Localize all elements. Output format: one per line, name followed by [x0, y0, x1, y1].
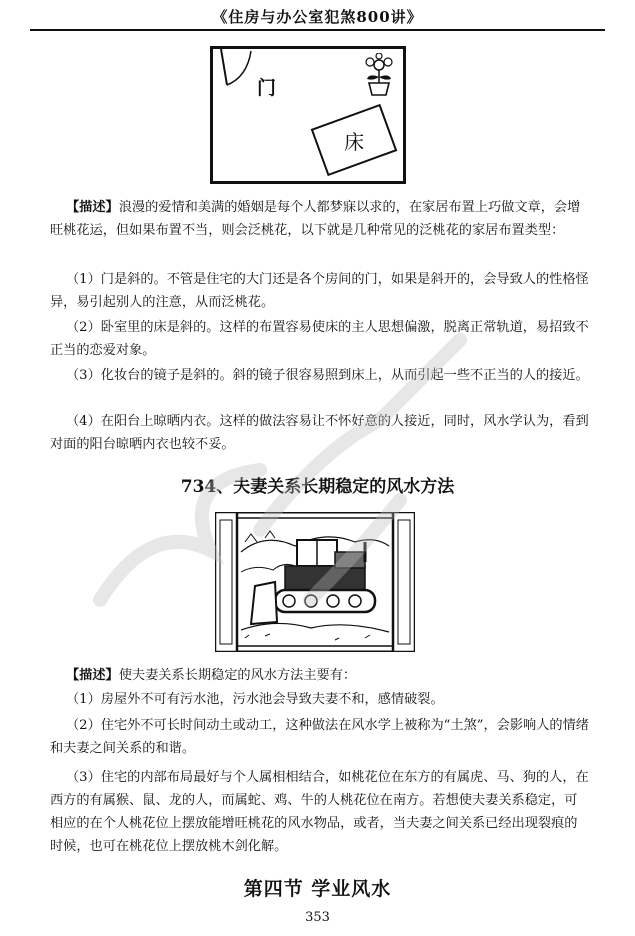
- section1-item-1: （1）门是斜的。不管是住宅的大门还是各个房间的门，如果是斜开的，会导致人的性格怪异，易引起别人的注意，从而泛桃花。: [50, 272, 589, 310]
- door-arc-icon: [213, 49, 263, 99]
- section1-item-2: （2）卧室里的床是斜的。这样的布置容易使床的主人思想偏激，脱离正常轨道，易招致不正当的恋爱对象。: [50, 320, 589, 358]
- book-title-header: 《住房与办公室犯煞800讲》: [212, 8, 423, 26]
- section1-description: [50, 196, 590, 242]
- chapter-title: 第四节 学业风水: [243, 878, 392, 900]
- door-label: 门: [257, 77, 277, 99]
- section1-desc-tag: 【描述】: [66, 200, 119, 215]
- floor-plan-figure: [210, 46, 406, 184]
- section2-description: [50, 664, 590, 687]
- window-bulldozer-figure: [215, 512, 415, 652]
- page-number: 353: [305, 910, 330, 925]
- section2-item-3: （3）住宅的内部布局最好与个人属相相结合，如桃花位在东方的有属虎、马、狗的人，在西方的有属猴、鼠、龙的人，而属蛇、鸡、牛的人桃花位在南方。若想使夫妻关系稳定，可相应的在个人桃花位上摆放能增旺桃花的风水物品，或者，当夫妻之间关系已经出现裂痕的时候，也可在桃花位上摆放桃木剑化解。: [50, 770, 589, 854]
- section1-item-3: （3）化妆台的镜子是斜的。斜的镜子很容易照到床上，从而引起一些不正当的人的接近。: [66, 368, 589, 383]
- section2-item-2: （2）住宅外不可长时间动土或动工，这种做法在风水学上被称为“土煞”，会影响人的情绪和夫妻之间关系的和谐。: [50, 718, 589, 756]
- bed-label: 床: [344, 129, 364, 154]
- section2-title: 734、夫妻关系长期稳定的风水方法: [180, 477, 455, 497]
- header-divider: [30, 29, 605, 31]
- bed-shape: [311, 104, 398, 176]
- section1-desc-text: 浪漫的爱情和美满的婚姻是每个人都梦寐以求的，在家居布置上巧做文章，会增旺桃花运，但如果布置不当，则会泛桃花，以下就是几种常见的泛桃花的家居布置类型：: [50, 200, 581, 238]
- section2-desc-tag: 【描述】: [66, 668, 119, 683]
- flower-pot-icon: [357, 53, 401, 99]
- section2-desc-text: 使夫妻关系长期稳定的风水方法主要有：: [118, 668, 357, 683]
- section1-item-4: （4）在阳台上晾晒内衣。这样的做法容易让不怀好意的人接近，同时，风水学认为，看到对面的阳台晾晒内衣也较不妥。: [50, 414, 589, 452]
- section2-item-1: （1）房屋外不可有污水池，污水池会导致夫妻不和，感情破裂。: [66, 692, 444, 707]
